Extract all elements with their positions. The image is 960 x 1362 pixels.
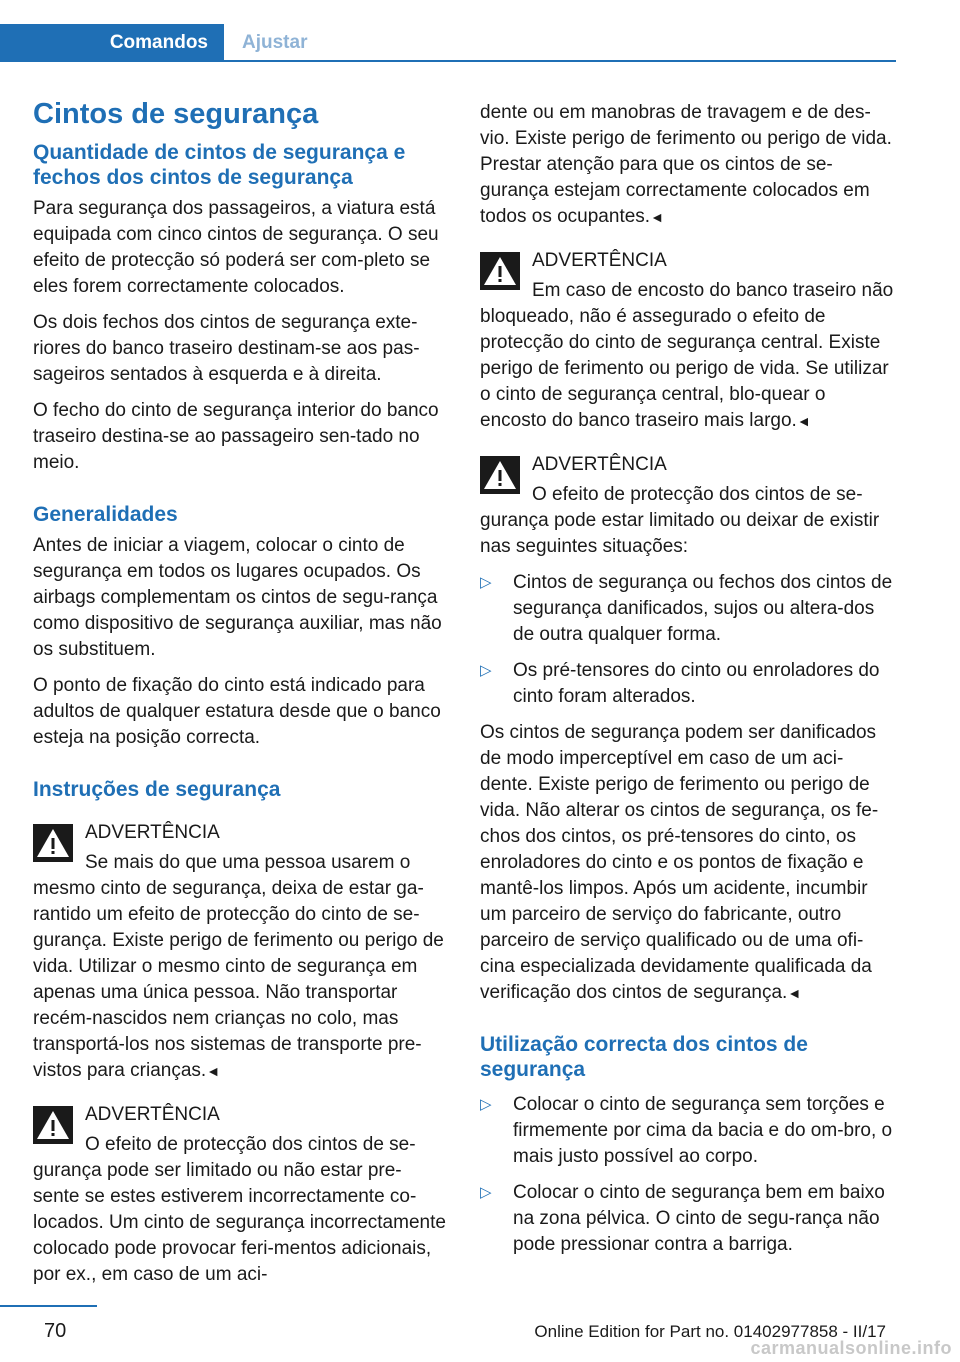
page-header (0, 0, 960, 64)
warning-icon (33, 824, 73, 862)
list-item (480, 658, 896, 710)
end-mark-icon: ◄ (650, 209, 664, 225)
paragraph: O ponto de fixação do cinto está indicado para adultos de qualquer estatura desde que o banco esteja na posição correcta. (33, 675, 441, 748)
list-item (480, 1180, 896, 1258)
warning-block (33, 1102, 447, 1288)
tab-ajustar[interactable] (224, 24, 307, 62)
warning-text: dente ou em manobras de travagem e de des-vio. Existe perigo de ferimento ou perigo de vida. Prestar atenção para que os cintos de se-gurança estejam correctamente colocados em todos os ocupantes. (480, 102, 892, 227)
heading-utilizacao: Utilização correcta dos cintos de segurança (480, 1033, 808, 1081)
heading-generalidades: Generalidades (33, 503, 178, 526)
warning-body: O efeito de protecção dos cintos de se-gurança pode ser limitado ou não estar pre-sente se estes estiverem incorrectamente co-locados. Um cinto de segurança incorrectamente colocado pode provocar feri-mentos adicionais, por ex., em caso de um aci- (33, 1134, 446, 1285)
bullet-triangle-icon: ▷ (480, 1096, 492, 1113)
list-item-text: Os pré-tensores do cinto ou enroladores do cinto foram alterados. (513, 660, 880, 707)
paragraph-text: Os cintos de segurança podem ser danificados de modo imperceptível em caso de um aci-dente. Existe perigo de ferimento ou perigo de vida. Não alterar os cintos de segurança, os fe-chos dos cintos, os pré-tensores do cinto, os enroladores do cinto e os pontos de fixação e mantê-los limpos. Após um acidente, incumbir um parceiro de serviço do fabricante, outro parceiro de serviço qualificado ou de uma ofi-cina especializada devidamente qualificada da verificação dos cintos de segurança. (480, 722, 879, 1003)
bullet-list (480, 570, 896, 710)
warning-body: O efeito de protecção dos cintos de se-gurança pode estar limitado ou deixar de existir nas seguintes situações: (480, 484, 880, 557)
list-item-text: Colocar o cinto de segurança bem em baixo na zona pélvica. O cinto de segu-rança não pode pressionar contra a barriga. (513, 1182, 885, 1255)
end-mark-icon: ◄ (206, 1063, 221, 1079)
paragraph: Antes de iniciar a viagem, colocar o cinto de segurança em todos os lugares ocupados. Os airbags complementam os cintos de segu-rança como dispositivo de segurança auxiliar, mas não os substituem. (33, 535, 442, 660)
warning-body (33, 850, 447, 1084)
heading-quantidade: Quantidade de cintos de segurança e fechos dos cintos de segurança (33, 141, 406, 189)
warning-body (480, 278, 896, 434)
bullet-triangle-icon: ▷ (480, 662, 492, 679)
tab-comandos-label: Comandos (109, 32, 208, 53)
bullet-triangle-icon: ▷ (480, 574, 492, 591)
bullet-list (480, 1092, 896, 1258)
paragraph: Os dois fechos dos cintos de segurança exte-riores do banco traseiro destinam-se aos pas-sageiros sentados à esquerda e à direita. (33, 312, 420, 385)
page-title: Cintos de segurança (33, 98, 319, 130)
end-mark-icon: ◄ (787, 985, 802, 1001)
footer-divider (0, 1305, 97, 1307)
paragraph (480, 720, 896, 1006)
watermark: carmanualsonline.info (750, 1338, 952, 1358)
tab-comandos[interactable] (0, 24, 224, 62)
end-mark-icon: ◄ (796, 413, 811, 429)
warning-block (33, 820, 447, 1084)
warning-text: Em caso de encosto do banco traseiro não bloqueado, não é assegurado o efeito de protecção do cinto de segurança central. Existe perigo de ferimento ou perigo de vida. Se utilizar o cinto de segurança central, blo-quear o encosto do banco traseiro mais largo. (480, 280, 894, 431)
warning-title: ADVERTÊNCIA (532, 454, 667, 475)
left-column (33, 96, 447, 1292)
header-divider (224, 60, 896, 62)
warning-title: ADVERTÊNCIA (85, 1104, 220, 1125)
warning-continuation (480, 100, 896, 230)
heading-instrucoes: Instruções de segurança (33, 778, 281, 801)
tab-ajustar-label: Ajustar (242, 32, 308, 53)
list-item-text: Colocar o cinto de segurança sem torções e firmemente por cima da bacia e do om-bro, o mais justo possível ao corpo. (513, 1094, 893, 1167)
list-item (480, 1092, 896, 1170)
warning-text: Se mais do que uma pessoa usarem o mesmo cinto de segurança, deixa de estar ga-rantido um efeito de protecção do cinto de se-gurança. Existe perigo de ferimento ou perigo de vida. Utilizar o mesmo cinto de segurança em apenas uma única pessoa. Não transportar recém-nascidos nem crianças no colo, mas transportá-los nos sistemas de transporte pre-vistos para crianças. (33, 852, 444, 1081)
warning-icon (480, 252, 520, 290)
warning-title: ADVERTÊNCIA (85, 822, 220, 843)
edition-label: Online Edition for Part no. 01402977858 - II/17 (534, 1322, 886, 1341)
list-item (480, 570, 896, 648)
list-item-text: Cintos de segurança ou fechos dos cintos de segurança danificados, sujos ou altera-dos de outra qualquer forma. (513, 572, 893, 645)
paragraph: Para segurança dos passageiros, a viatura está equipada com cinco cintos de segurança. O seu efeito de protecção só poderá ser com-pleto se eles forem correctamente colocados. (33, 198, 439, 297)
right-column (480, 100, 896, 1268)
warning-title: ADVERTÊNCIA (532, 250, 667, 271)
warning-icon (480, 456, 520, 494)
bullet-triangle-icon: ▷ (480, 1184, 492, 1201)
paragraph: O fecho do cinto de segurança interior do banco traseiro destina-se ao passageiro sen-tado no meio. (33, 400, 439, 473)
page-number: 70 (44, 1320, 67, 1342)
warning-block (480, 452, 896, 560)
warning-icon (33, 1106, 73, 1144)
warning-block (480, 248, 896, 434)
